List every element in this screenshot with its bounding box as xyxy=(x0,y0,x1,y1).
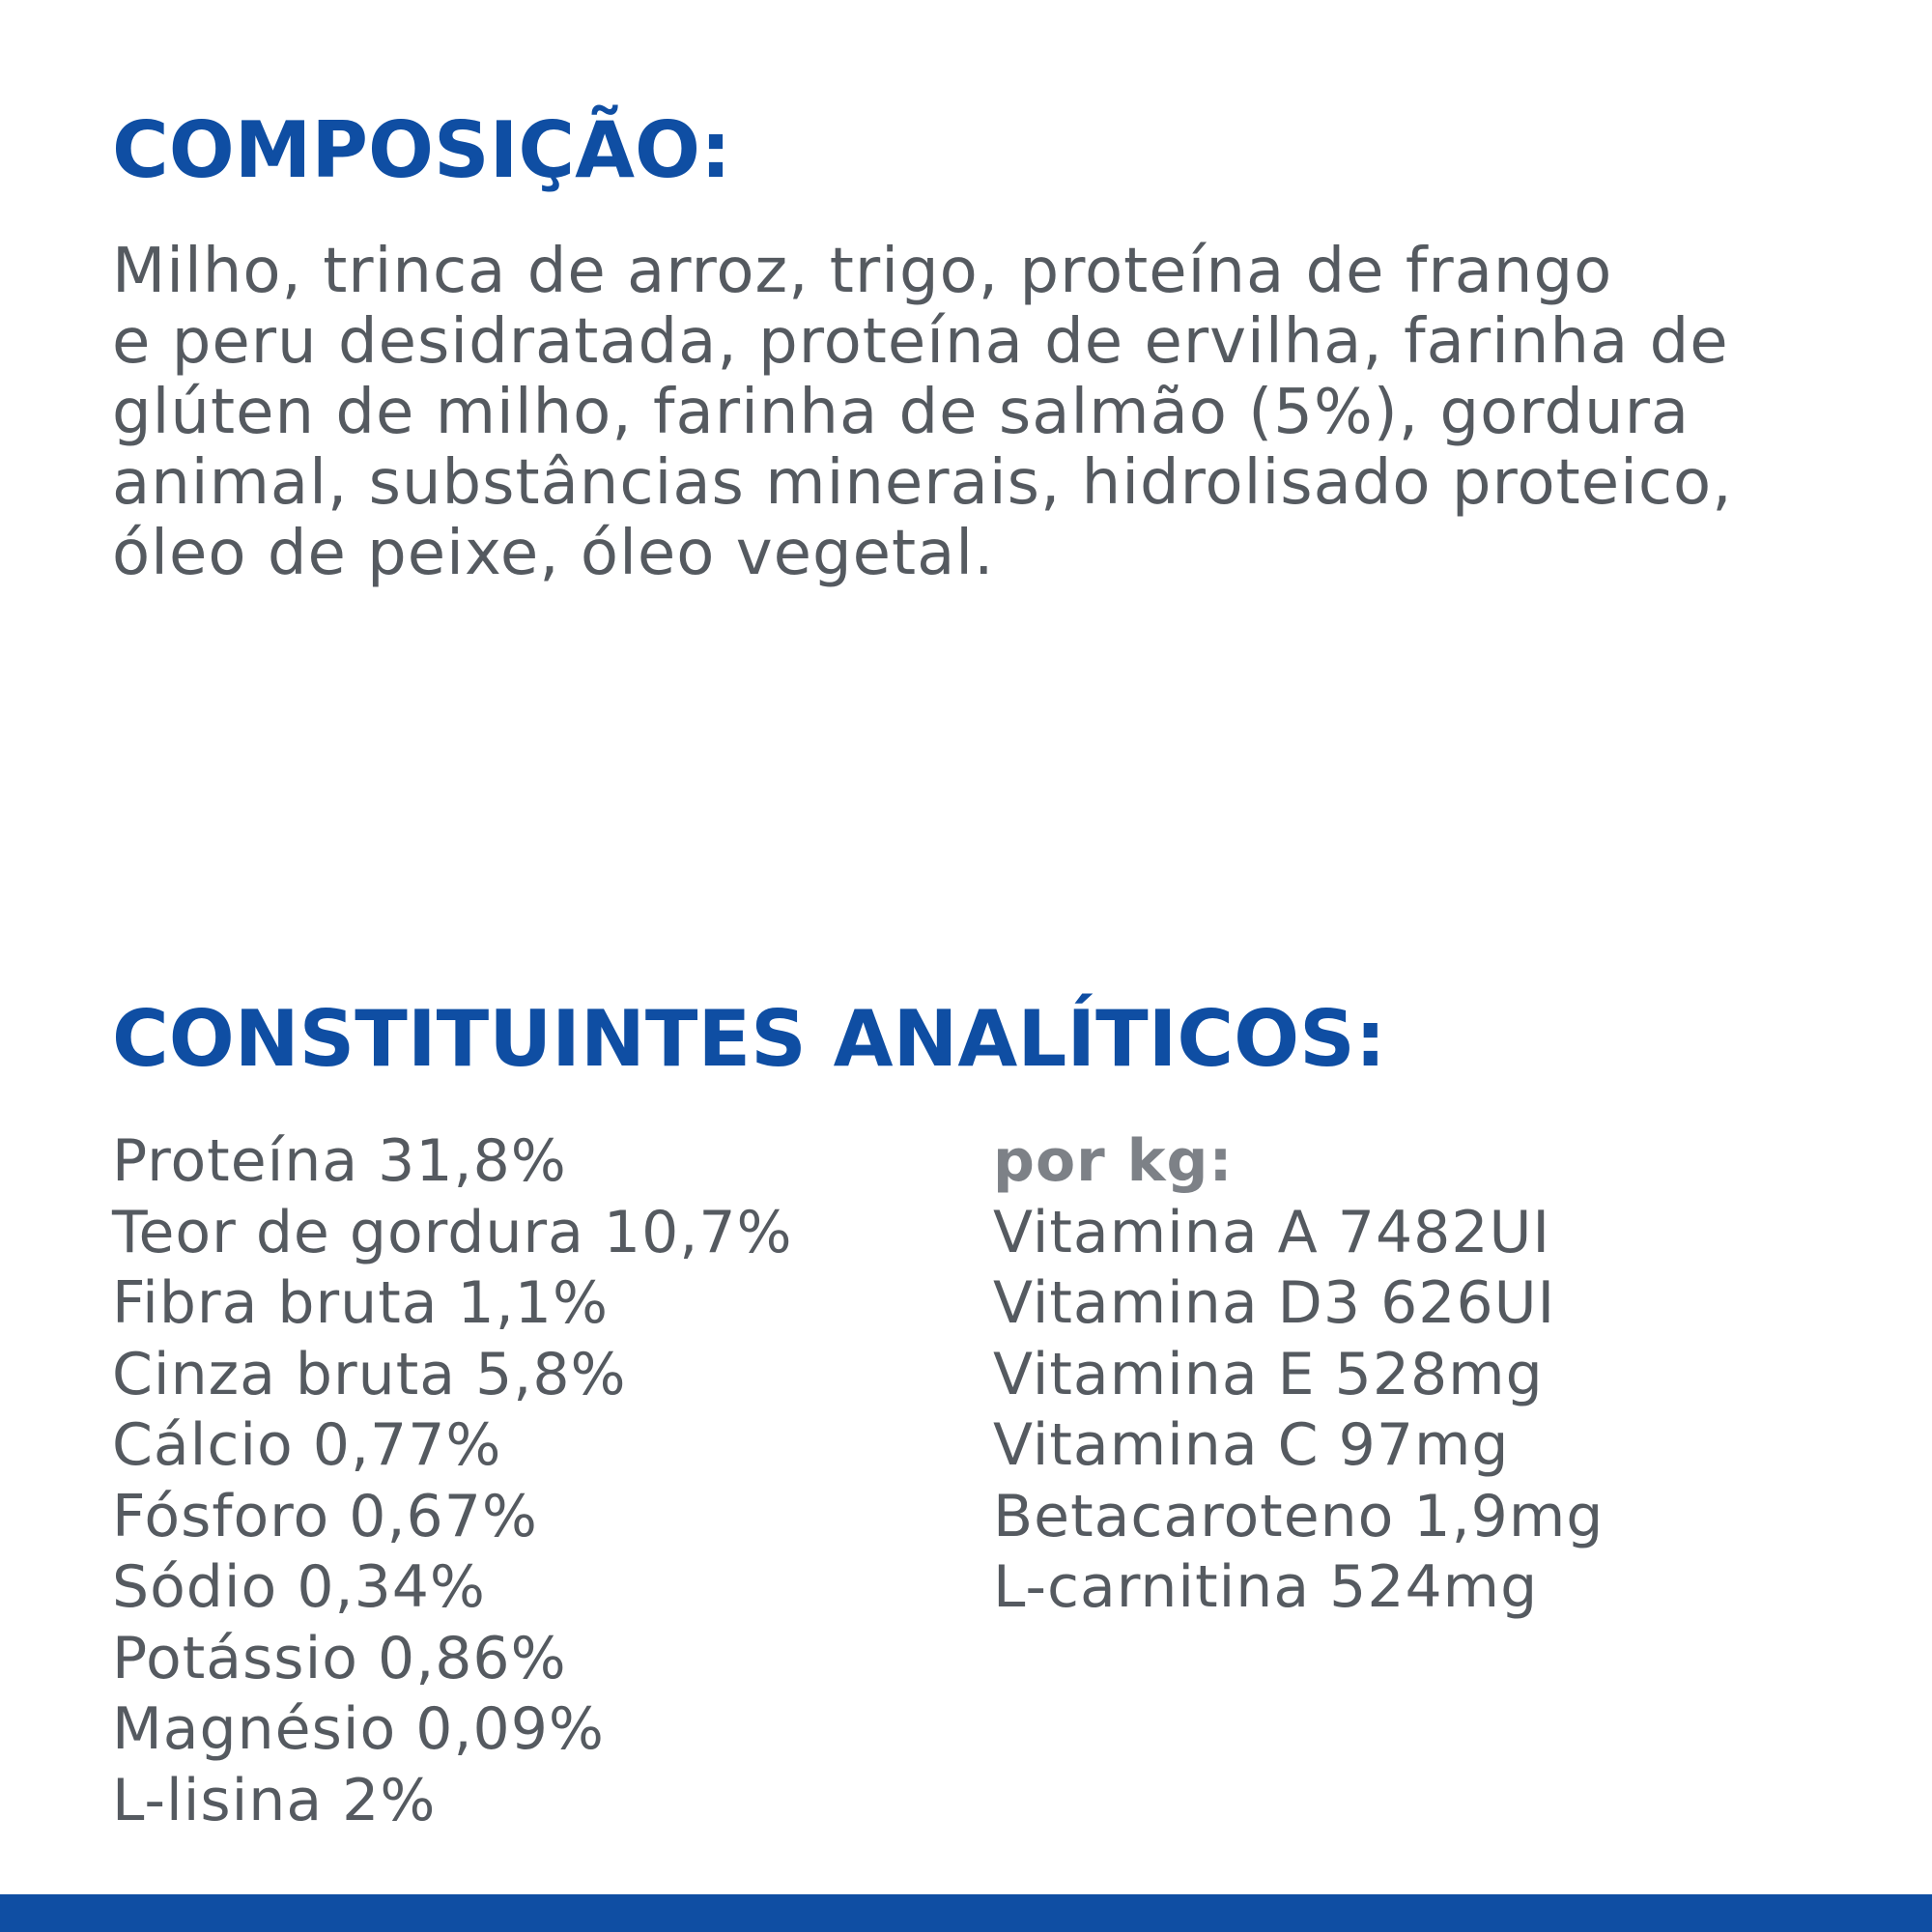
analytics-item: Fósforo 0,67% xyxy=(112,1482,538,1550)
analytics-item: Potássio 0,86% xyxy=(112,1624,567,1692)
composition-line: óleo de peixe, óleo vegetal. xyxy=(112,518,995,589)
analytics-item: Fibra bruta 1,1% xyxy=(112,1269,609,1337)
composition-heading: COMPOSIÇÃO: xyxy=(112,105,731,195)
vitamin-item: L-carnitina 524mg xyxy=(993,1553,1539,1621)
vitamin-item: Vitamina C 97mg xyxy=(993,1411,1510,1479)
footer-bar xyxy=(0,1894,1932,1932)
composition-line: Milho, trinca de arroz, trigo, proteína de frango xyxy=(112,236,1613,307)
composition-line: animal, substâncias minerais, hidrolisado proteico, xyxy=(112,447,1733,519)
composition-line: e peru desidratada, proteína de ervilha, farinha de xyxy=(112,306,1729,378)
vitamin-item: Betacaroteno 1,9mg xyxy=(993,1482,1605,1550)
analytics-item: Sódio 0,34% xyxy=(112,1553,486,1621)
analytics-item: Magnésio 0,09% xyxy=(112,1695,605,1763)
analytics-item: Proteína 31,8% xyxy=(112,1127,567,1195)
vitamin-item: Vitamina D3 626UI xyxy=(993,1269,1556,1337)
composition-line: glúten de milho, farinha de salmão (5%), gordura xyxy=(112,377,1690,448)
vitamin-item: Vitamina E 528mg xyxy=(993,1340,1544,1408)
analytics-percent-list xyxy=(112,1126,793,1836)
analytics-heading: CONSTITUINTES ANALÍTICOS: xyxy=(112,994,1386,1084)
analytics-item: L-lisina 2% xyxy=(112,1766,437,1834)
analytics-item: Cálcio 0,77% xyxy=(112,1411,502,1479)
per-kg-label: por kg: xyxy=(993,1127,1234,1195)
vitamin-item: Vitamina A 7482UI xyxy=(993,1198,1551,1266)
analytics-item: Teor de gordura 10,7% xyxy=(112,1198,793,1266)
analytics-per-kg-list xyxy=(993,1126,1604,1624)
analytics-item: Cinza bruta 5,8% xyxy=(112,1340,627,1408)
composition-text xyxy=(112,237,1851,589)
